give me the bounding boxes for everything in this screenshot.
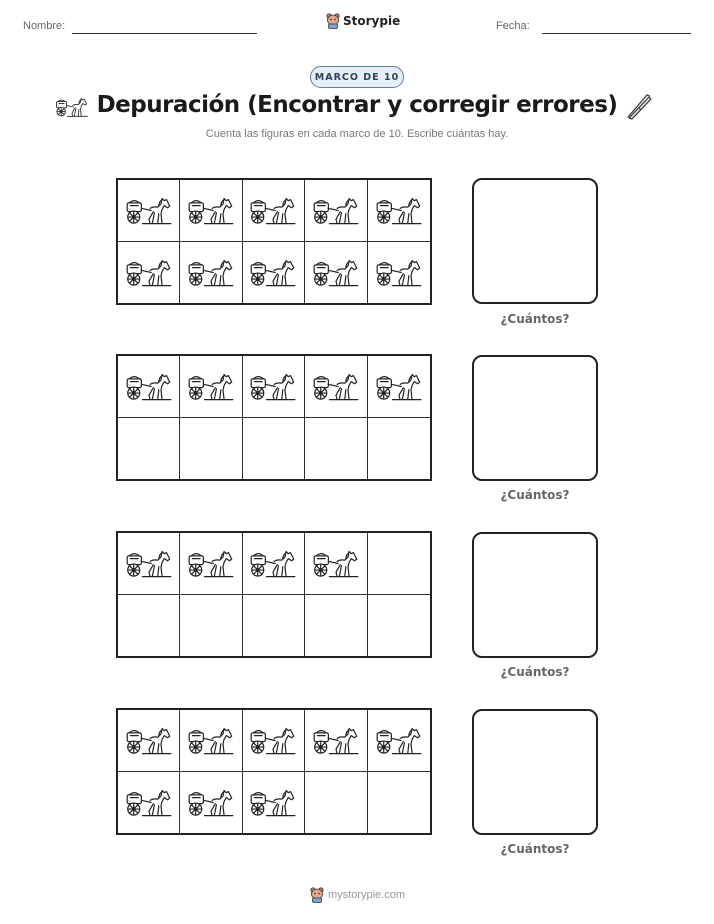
frame-cell xyxy=(243,772,305,834)
frame-cell xyxy=(243,533,305,595)
horse-carriage-icon xyxy=(187,725,235,756)
horse-carriage-icon xyxy=(249,548,297,579)
frame-cell xyxy=(368,356,430,418)
date-line[interactable] xyxy=(542,33,691,34)
horse-carriage-icon xyxy=(125,548,173,579)
frame-cell xyxy=(305,356,367,418)
horse-carriage-icon xyxy=(125,371,173,402)
frame-cell xyxy=(118,356,180,418)
footer xyxy=(310,887,405,903)
horse-carriage-icon xyxy=(249,787,297,818)
horse-carriage-icon xyxy=(312,195,360,226)
answer-box-1[interactable] xyxy=(472,178,598,304)
name-label: Nombre: xyxy=(23,20,66,32)
ten-frame-3 xyxy=(116,531,432,658)
horse-carriage-icon xyxy=(375,725,423,756)
frame-cell xyxy=(243,710,305,772)
question-label-2: ¿Cuántos? xyxy=(500,488,570,502)
frame-cell xyxy=(368,242,430,304)
frame-cell xyxy=(180,356,242,418)
frame-cell xyxy=(305,418,367,480)
footer-site: mystorypie.com xyxy=(328,889,406,901)
frame-cell xyxy=(305,595,367,657)
frame-cell xyxy=(368,772,430,834)
horse-carriage-icon xyxy=(375,195,423,226)
frame-cell xyxy=(180,772,242,834)
horse-carriage-icon xyxy=(187,257,235,288)
instructions: Cuenta las figuras en cada marco de 10. Escribe cuántas hay. xyxy=(205,128,509,140)
ten-frame-4 xyxy=(116,708,432,835)
horse-carriage-icon xyxy=(249,257,297,288)
ten-frame-2 xyxy=(116,354,432,481)
horse-carriage-icon xyxy=(375,257,423,288)
horse-carriage-icon xyxy=(125,257,173,288)
frame-cell xyxy=(118,710,180,772)
brand-name: Storypie xyxy=(343,14,401,28)
frame-cell xyxy=(180,533,242,595)
frame-cell xyxy=(368,533,430,595)
frame-cell xyxy=(118,595,180,657)
question-label-3: ¿Cuántos? xyxy=(500,665,570,679)
horse-carriage-icon xyxy=(125,725,173,756)
brand-logo xyxy=(326,13,400,29)
frame-cell xyxy=(243,180,305,242)
frame-cell xyxy=(305,533,367,595)
frame-cell xyxy=(243,595,305,657)
frame-cell xyxy=(180,180,242,242)
horse-carriage-icon xyxy=(249,195,297,226)
horse-carriage-icon xyxy=(312,725,360,756)
horse-carriage-icon xyxy=(249,371,297,402)
frame-cell xyxy=(118,418,180,480)
horse-carriage-icon xyxy=(187,548,235,579)
frame-cell xyxy=(368,180,430,242)
frame-cell xyxy=(368,710,430,772)
horse-carriage-icon xyxy=(312,371,360,402)
date-label: Fecha: xyxy=(496,20,530,32)
horse-carriage-icon xyxy=(187,371,235,402)
tweezers-icon xyxy=(626,93,654,121)
horse-carriage-icon xyxy=(312,257,360,288)
horse-carriage-icon xyxy=(375,371,423,402)
frame-cell xyxy=(243,242,305,304)
frame-cell xyxy=(305,772,367,834)
frame-cell xyxy=(180,710,242,772)
horse-carriage-icon xyxy=(312,548,360,579)
frame-cell xyxy=(180,242,242,304)
frame-cell xyxy=(243,418,305,480)
frame-cell xyxy=(305,180,367,242)
frame-cell xyxy=(118,772,180,834)
horse-carriage-icon xyxy=(125,787,173,818)
horse-carriage-icon xyxy=(125,195,173,226)
frame-cell xyxy=(180,418,242,480)
answer-box-2[interactable] xyxy=(472,355,598,481)
horse-carriage-icon xyxy=(187,195,235,226)
storypie-mascot-icon xyxy=(326,13,340,29)
question-label-4: ¿Cuántos? xyxy=(500,842,570,856)
frame-cell xyxy=(368,418,430,480)
answer-box-3[interactable] xyxy=(472,532,598,658)
frame-cell xyxy=(118,242,180,304)
frame-cell xyxy=(368,595,430,657)
horse-carriage-icon xyxy=(249,725,297,756)
horse-carriage-icon xyxy=(187,787,235,818)
frame-cell xyxy=(118,180,180,242)
frame-cell xyxy=(243,356,305,418)
name-line[interactable] xyxy=(72,33,257,34)
category-badge: MARCO DE 10 xyxy=(310,66,404,88)
storypie-mascot-icon xyxy=(310,887,324,903)
answer-box-4[interactable] xyxy=(472,709,598,835)
question-label-1: ¿Cuántos? xyxy=(500,312,570,326)
ten-frame-1 xyxy=(116,178,432,305)
page-title: Depuración (Encontrar y corregir errores) xyxy=(96,92,618,118)
frame-cell xyxy=(305,710,367,772)
frame-cell xyxy=(180,595,242,657)
frame-cell xyxy=(118,533,180,595)
frame-cell xyxy=(305,242,367,304)
